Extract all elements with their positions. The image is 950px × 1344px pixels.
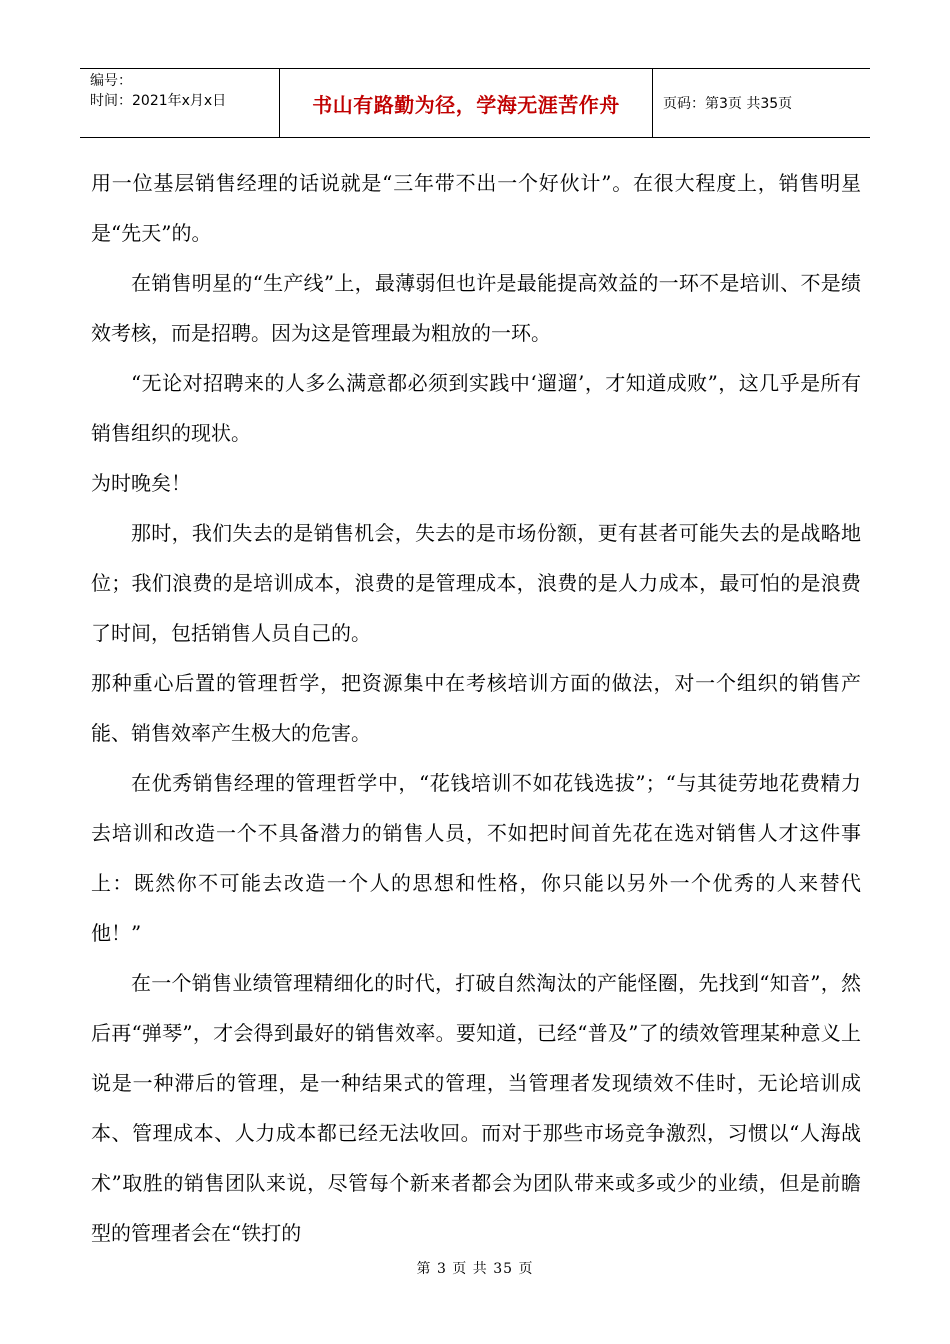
header-motto: 书山有路勤为径，学海无涯苦作舟 [280, 69, 653, 137]
header-meta [80, 69, 280, 137]
paragraph: 在一个销售业绩管理精细化的时代，打破自然淘汰的产能怪圈，先找到“知音”，然后再“弹琴”，才会得到最好的销售效率。要知道，已经“普及”了的绩效管理某种意义上说是一种滞后的管理，是一种结果式的管理，当管理者发现绩效不佳时，无论培训成本、管理成本、人力成本都已经无法收回。而对于那些市场竞争激烈，习惯以“人海战术”取胜的销售团队来说，尽管每个新来者都会为团队带来或多或少的业绩，但是前瞻型的管理者会在“铁打的 [91, 971, 861, 1245]
document-body [91, 158, 861, 1258]
paragraph: 用一位基层销售经理的话说就是“三年带不出一个好伙计”。在很大程度上，销售明星是“先天”的。 [91, 171, 861, 245]
paragraph: 为时晚矣！ [91, 471, 191, 495]
paragraph: 那种重心后置的管理哲学，把资源集中在考核培训方面的做法，对一个组织的销售产能、销售效率产生极大的危害。 [91, 671, 861, 745]
paragraph: 在销售明星的“生产线”上，最薄弱但也许是最能提高效益的一环不是培训、不是绩效考核，而是招聘。因为这是管理最为粗放的一环。 [91, 271, 861, 345]
page-header [80, 68, 870, 138]
paragraph: 在优秀销售经理的管理哲学中，“花钱培训不如花钱选拔”；“与其徒劳地花费精力去培训和改造一个不具备潜力的销售人员，不如把时间首先花在选对销售人才这件事上：既然你不可能去改造一个人的思想和性格，你只能以另外一个优秀的人来替代他！” [91, 771, 861, 945]
paragraph: 那时，我们失去的是销售机会，失去的是市场份额，更有甚者可能失去的是战略地位；我们浪费的是培训成本，浪费的是管理成本，浪费的是人力成本，最可怕的是浪费了时间，包括销售人员自己的。 [91, 521, 861, 645]
page-footer: 第 3 页 共 35 页 [416, 1261, 534, 1277]
time-label: 时间：2021年x月x日 [90, 93, 227, 109]
header-page-code: 页码：第3页 共35页 [663, 96, 793, 112]
number-label: 编号： [90, 73, 132, 89]
paragraph: “无论对招聘来的人多么满意都必须到实践中‘遛遛’，才知道成败”，这几乎是所有销售组织的现状。 [91, 371, 861, 445]
